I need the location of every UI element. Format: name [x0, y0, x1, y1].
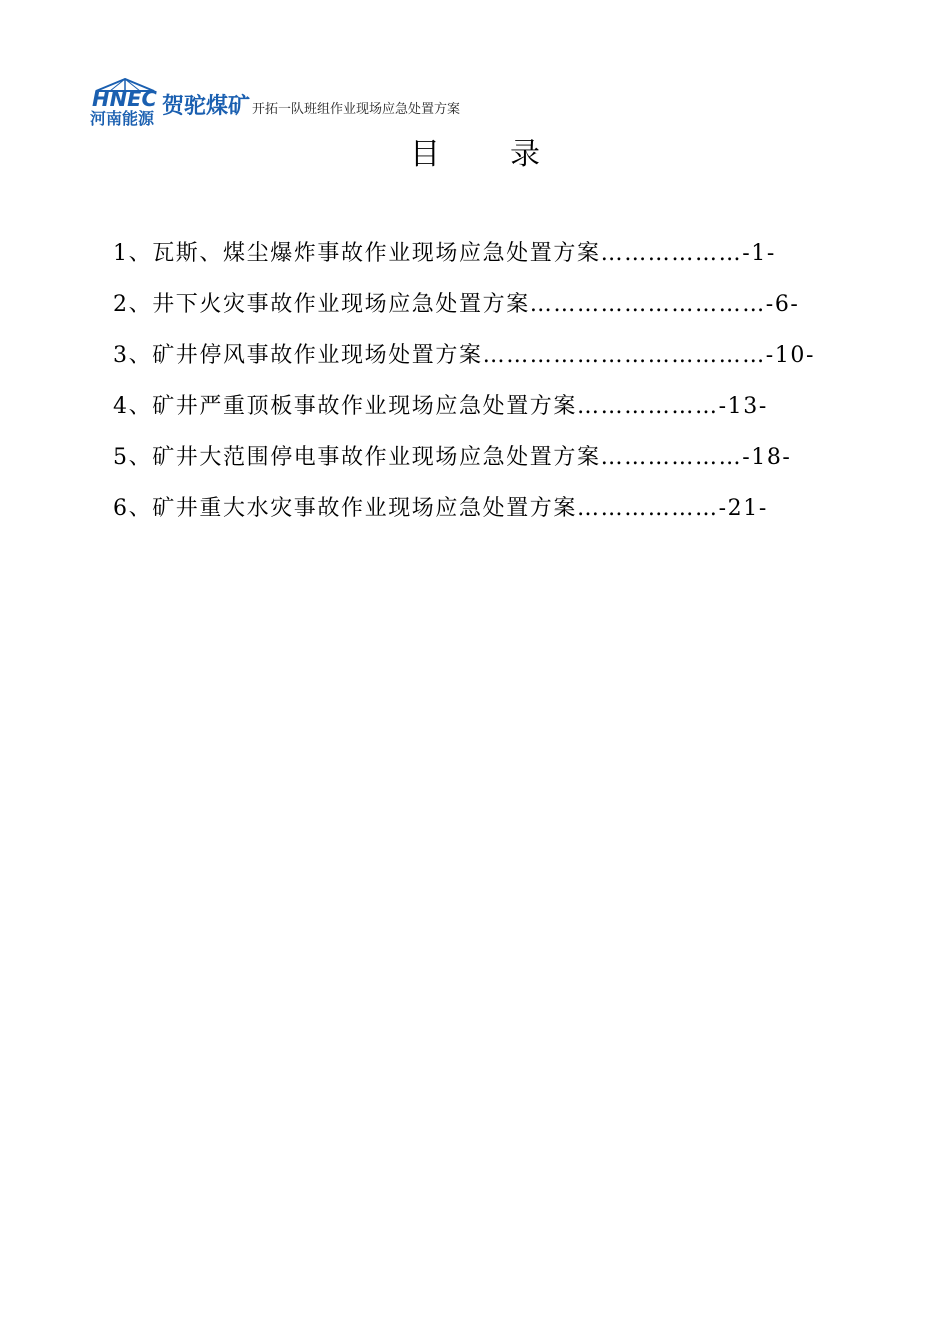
title-char-2: 录	[510, 137, 540, 172]
table-of-contents	[113, 236, 816, 542]
title-char-1: 目	[410, 137, 440, 172]
page-header	[90, 78, 560, 134]
toc-entry[interactable]: 4、矿井严重顶板事故作业现场应急处置方案………………-13-	[113, 394, 768, 419]
document-header-title: 开拓一队班组作业现场应急处置方案	[252, 102, 461, 117]
toc-entry[interactable]: 1、瓦斯、煤尘爆炸事故作业现场应急处置方案………………-1-	[113, 241, 776, 266]
toc-entry[interactable]: 5、矿井大范围停电事故作业现场应急处置方案………………-18-	[113, 445, 792, 470]
brand-name: 贺驼煤矿	[162, 94, 251, 119]
company-logo	[90, 78, 160, 134]
logo-latin-text: HNEC	[92, 87, 157, 111]
logo-chinese-text: 河南能源	[90, 109, 155, 128]
page-title	[0, 133, 950, 177]
toc-entry[interactable]: 3、矿井停风事故作业现场处置方案………………………………-10-	[113, 343, 816, 368]
toc-entry[interactable]: 2、井下火灾事故作业现场应急处置方案…………………………-6-	[113, 292, 800, 317]
toc-entry[interactable]: 6、矿井重大水灾事故作业现场应急处置方案………………-21-	[113, 496, 768, 521]
